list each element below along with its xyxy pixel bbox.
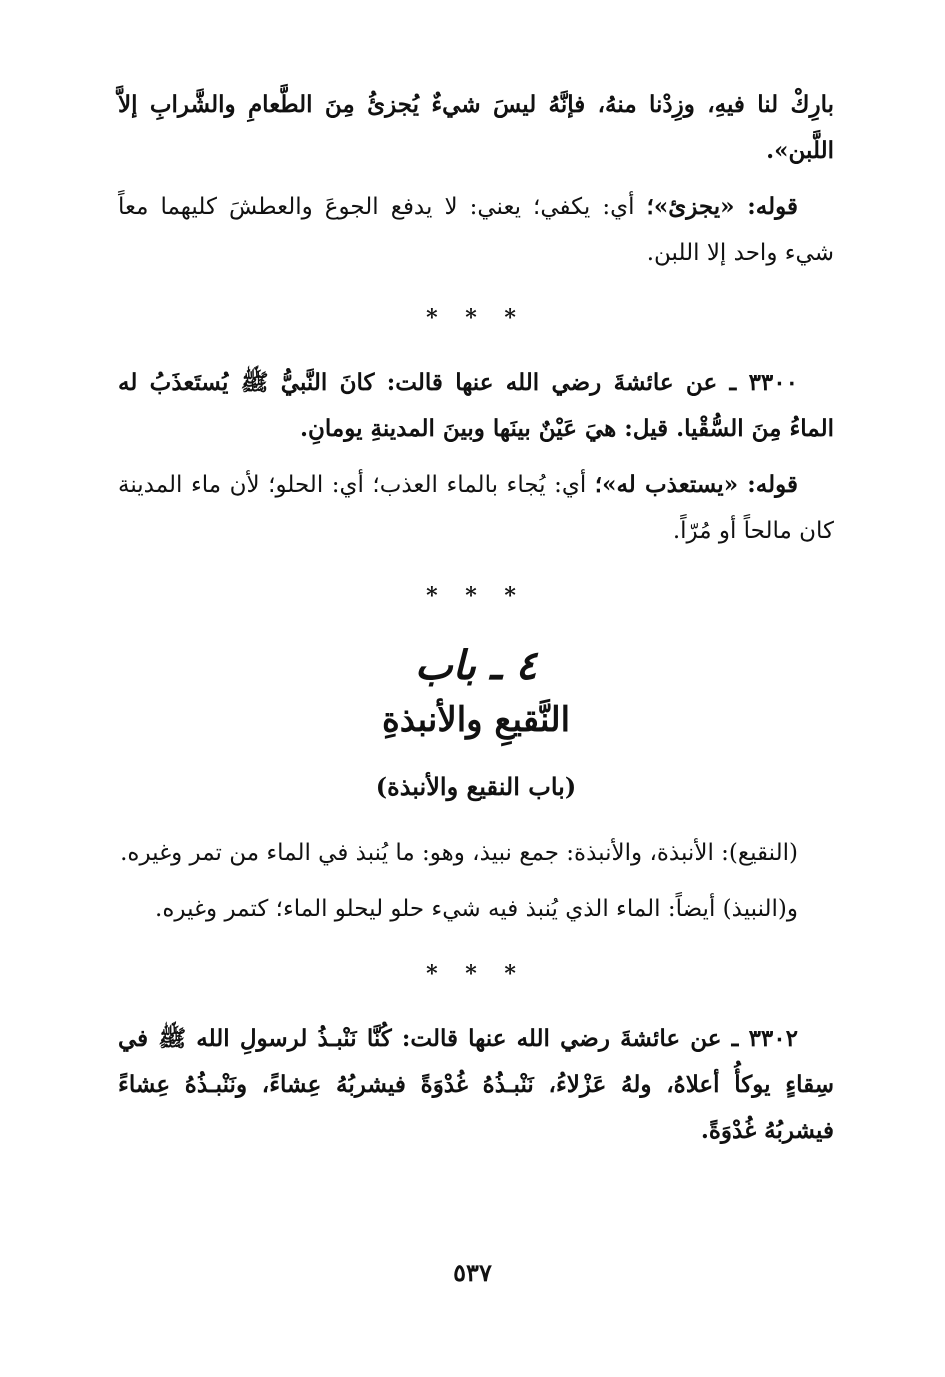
page-body bbox=[118, 82, 834, 1154]
chapter-title: النَّقيعِ والأنبذةِ bbox=[381, 700, 571, 740]
commentary-term: قوله: «يستعذب له»؛ bbox=[594, 471, 798, 498]
page-number: ٥٣٧ bbox=[453, 1258, 492, 1287]
section-separator: * * * bbox=[426, 583, 526, 609]
hadith-3302: ٣٣٠٢ ـ عن عائشةَ رضي الله عنها قالت: كُنَّا نَنْبـذُ لرسولِ الله ﷺ في سِقاءٍ يوكأُ أعلاهُ، ولهُ عَزْلاءُ، نَنْبـذُهُ غُدْوَةً فيشربُهُ عِشاءً، ونَنْبـذُهُ عِشاءً فيشربُهُ غُدْوَةً. bbox=[118, 1025, 834, 1144]
hadith-continuation: بارِكْ لنا فيهِ، وزِدْنا منهُ، فإنَّهُ ليسَ شيءٌ يُجزئُ مِنَ الطَّعامِ والشَّرابِ إلاَّ اللَّبن». bbox=[118, 91, 834, 164]
definition-paragraph: (النقيع): الأنبذة، والأنبذة: جمع نبيذ، وهو: ما يُنبذ في الماء من تمر وغيره. bbox=[120, 840, 798, 866]
section-separator: * * * bbox=[426, 305, 526, 331]
hadith-3300: ٣٣٠٠ ـ عن عائشةَ رضي الله عنها قالت: كانَ النَّبيُّ ﷺ يُستَعذَبُ له الماءُ مِنَ السُّقْيا. قيل: هيَ عَيْنٌ بينَها وبينَ المدينةِ يومانِ. bbox=[118, 369, 834, 442]
commentary-paragraph bbox=[118, 462, 834, 554]
commentary-text: أي: يكفي؛ يعني: لا يدفع الجوعَ والعطشَ كليهما معاً شيء واحد إلا اللبن. bbox=[118, 194, 834, 266]
commentary-paragraph bbox=[118, 184, 834, 276]
section-separator: * * * bbox=[426, 961, 526, 987]
definition-paragraph: و(النبيذ) أيضاً: الماء الذي يُنبذ فيه شيء حلو ليحلو الماء؛ كتمر وغيره. bbox=[155, 896, 798, 922]
chapter-subtitle: (باب النقيع والأنبذة) bbox=[375, 772, 577, 801]
commentary-term: قوله: «يجزئ»؛ bbox=[646, 193, 798, 220]
chapter-number: ٤ ـ باب bbox=[414, 642, 538, 689]
commentary-text: أي: يُجاء بالماء العذب؛ أي: الحلو؛ لأن ماء المدينة كان مالحاً أو مُرّاً. bbox=[118, 472, 834, 544]
